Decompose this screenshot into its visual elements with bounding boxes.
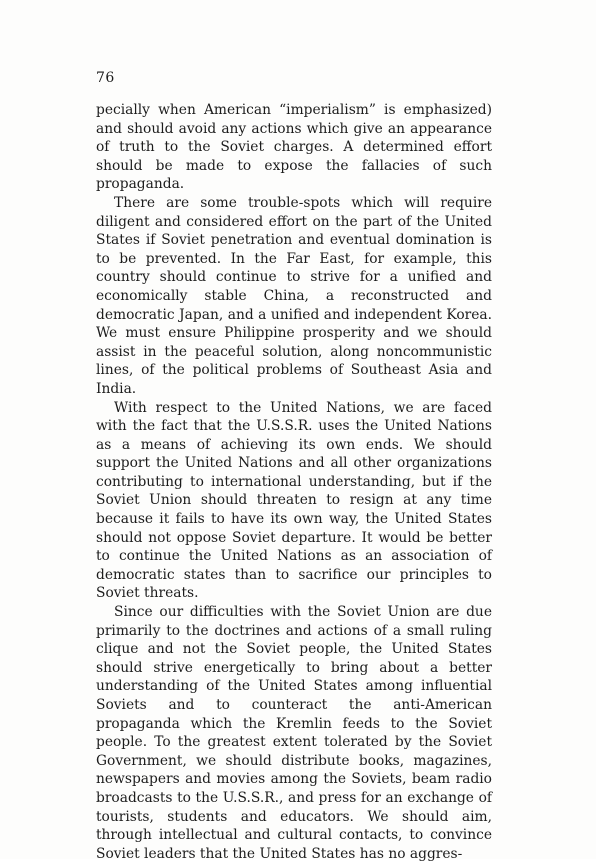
paragraph-continuation: pecially when American “imperialism” is emphasized) and should avoid any actions which give an appearance of truth to the Soviet charges. A determined effort should be made to expose the fallacies of such propaganda. [96, 102, 492, 193]
page-number: 76 [96, 70, 115, 86]
paragraph-trouble-spots: There are some trouble-spots which will require diligent and considered effort on the part of the United States if Soviet penetration and eventual domination is to be prevented. In the Far East, for example, this country should continue to strive for a unified and economically stable China, a reconstructed and democratic Japan, and a unified and independent Korea. We must ensure Philippine prosperity and we should assist in the peaceful solution, along noncommunistic lines, of the political problems of Southeast Asia and India. [96, 194, 492, 397]
body-text [96, 101, 492, 863]
paragraph-soviet-understanding: Since our difficulties with the Soviet Union are due primarily to the doctrines and actions of a small ruling clique and not the Soviet people, the United States should strive energetically to bring about a better understanding of the United States among influential Soviets and to counteract the anti-American propaganda which the Kremlin feeds to the Soviet people. To the greatest extent tolerated by the Soviet Government, we should distribute books, magazines, newspapers and movies among the Soviets, beam radio broadcasts to the U.S.S.R., and press for an exchange of tourists, students and educators. We should aim, through intellectual and cultural contacts, to convince Soviet leaders that the United States has no aggres- [96, 604, 492, 862]
paragraph-united-nations: With respect to the United Nations, we are faced with the fact that the U.S.S.R. uses the United Nations as a means of achieving its own ends. We should support the United Nations and all other organizations contributing to international understanding, but if the Soviet Union should threaten to resign at any time because it fails to have its own way, the United States should not oppose Soviet departure. It would be better to continue the United Nations as an association of democratic states than to sacrifice our principles to Soviet threats. [96, 399, 492, 602]
